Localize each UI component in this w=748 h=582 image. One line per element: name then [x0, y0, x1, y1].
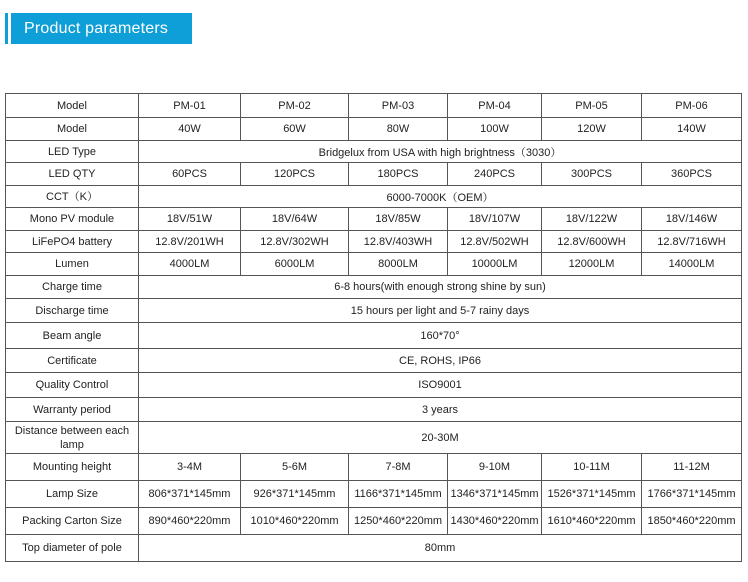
row-value-pm-01: 40W [139, 118, 241, 141]
row-value-pm-03: 180PCS [349, 163, 448, 186]
row-value-pm-05: 1526*371*145mm [542, 481, 642, 508]
row-value-pm-06: 14000LM [642, 253, 742, 276]
row-value-merged: 6-8 hours(with enough strong shine by sun) [139, 276, 742, 299]
row-label: Beam angle [6, 323, 139, 349]
row-value-pm-01: 806*371*145mm [139, 481, 241, 508]
row-label: LED QTY [6, 163, 139, 186]
section-title: Product parameters [11, 13, 192, 44]
row-label: Mono PV module [6, 208, 139, 231]
row-value-pm-03: 8000LM [349, 253, 448, 276]
row-value-merged: 20-30M [139, 422, 742, 454]
row-value-merged: 15 hours per light and 5-7 rainy days [139, 299, 742, 323]
table-row [6, 299, 742, 323]
row-label: Packing Carton Size [6, 508, 139, 535]
row-value-pm-01: PM-01 [139, 94, 241, 118]
row-label: Warranty period [6, 398, 139, 422]
row-value-pm-02: 60W [241, 118, 349, 141]
table-row [6, 163, 742, 186]
table-row [6, 398, 742, 422]
table-row [6, 508, 742, 535]
table-row [6, 141, 742, 163]
row-value-pm-05: 12000LM [542, 253, 642, 276]
table-row [6, 253, 742, 276]
row-value-pm-02: 5-6M [241, 454, 349, 481]
row-value-pm-02: 926*371*145mm [241, 481, 349, 508]
row-label: Model [6, 118, 139, 141]
row-value-pm-06: 1850*460*220mm [642, 508, 742, 535]
row-value-pm-02: 18V/64W [241, 208, 349, 231]
table-row [6, 535, 742, 562]
row-value-pm-02: 12.8V/302WH [241, 231, 349, 253]
row-label: LED Type [6, 141, 139, 163]
row-value-pm-03: PM-03 [349, 94, 448, 118]
row-value-pm-02: 120PCS [241, 163, 349, 186]
row-value-pm-05: 10-11M [542, 454, 642, 481]
row-value-pm-04: 12.8V/502WH [448, 231, 542, 253]
row-label: LiFePO4 battery [6, 231, 139, 253]
row-label: Distance between each lamp [6, 422, 139, 454]
table-row [6, 349, 742, 373]
table-row [6, 118, 742, 141]
table-row [6, 422, 742, 454]
table-row [6, 231, 742, 253]
row-value-pm-04: 1430*460*220mm [448, 508, 542, 535]
row-value-pm-03: 1166*371*145mm [349, 481, 448, 508]
table-row [6, 94, 742, 118]
row-value-pm-01: 3-4M [139, 454, 241, 481]
row-value-pm-05: 120W [542, 118, 642, 141]
row-value-pm-05: PM-05 [542, 94, 642, 118]
row-value-merged: 6000-7000K（OEM） [139, 186, 742, 208]
row-value-pm-04: 240PCS [448, 163, 542, 186]
row-value-pm-04: 10000LM [448, 253, 542, 276]
row-value-pm-06: 18V/146W [642, 208, 742, 231]
table-row [6, 186, 742, 208]
row-value-merged: Bridgelux from USA with high brightness（3030） [139, 141, 742, 163]
header-accent-bar [5, 13, 8, 44]
table-row [6, 276, 742, 299]
row-label: Lumen [6, 253, 139, 276]
row-value-pm-02: 1010*460*220mm [241, 508, 349, 535]
row-value-pm-06: 1766*371*145mm [642, 481, 742, 508]
product-parameters-table [5, 93, 742, 562]
row-value-pm-03: 7-8M [349, 454, 448, 481]
row-value-pm-01: 890*460*220mm [139, 508, 241, 535]
row-label: Quality Control [6, 373, 139, 398]
row-label: Discharge time [6, 299, 139, 323]
row-value-pm-01: 60PCS [139, 163, 241, 186]
table-row [6, 481, 742, 508]
table-row [6, 323, 742, 349]
row-value-pm-05: 12.8V/600WH [542, 231, 642, 253]
row-value-merged: CE, ROHS, IP66 [139, 349, 742, 373]
row-value-pm-04: 1346*371*145mm [448, 481, 542, 508]
row-value-merged: 160*70° [139, 323, 742, 349]
row-value-pm-03: 1250*460*220mm [349, 508, 448, 535]
row-value-merged: 3 years [139, 398, 742, 422]
row-value-pm-02: 6000LM [241, 253, 349, 276]
row-value-pm-03: 80W [349, 118, 448, 141]
row-value-pm-05: 1610*460*220mm [542, 508, 642, 535]
row-value-pm-06: 12.8V/716WH [642, 231, 742, 253]
row-label: CCT（K） [6, 186, 139, 208]
row-value-pm-03: 12.8V/403WH [349, 231, 448, 253]
row-value-pm-02: PM-02 [241, 94, 349, 118]
row-value-pm-04: 100W [448, 118, 542, 141]
row-value-merged: ISO9001 [139, 373, 742, 398]
row-value-pm-05: 300PCS [542, 163, 642, 186]
table-row [6, 454, 742, 481]
row-value-pm-05: 18V/122W [542, 208, 642, 231]
row-value-pm-04: 18V/107W [448, 208, 542, 231]
row-label: Certificate [6, 349, 139, 373]
row-value-pm-04: PM-04 [448, 94, 542, 118]
row-value-pm-06: 11-12M [642, 454, 742, 481]
row-value-pm-01: 18V/51W [139, 208, 241, 231]
row-value-pm-06: 140W [642, 118, 742, 141]
row-value-pm-01: 12.8V/201WH [139, 231, 241, 253]
row-label: Charge time [6, 276, 139, 299]
row-value-pm-06: 360PCS [642, 163, 742, 186]
row-label: Mounting height [6, 454, 139, 481]
row-label: Model [6, 94, 139, 118]
row-value-pm-03: 18V/85W [349, 208, 448, 231]
row-value-merged: 80mm [139, 535, 742, 562]
row-value-pm-04: 9-10M [448, 454, 542, 481]
table-row [6, 208, 742, 231]
row-label: Lamp Size [6, 481, 139, 508]
table-row [6, 373, 742, 398]
section-header [5, 13, 192, 44]
row-label: Top diameter of pole [6, 535, 139, 562]
table-body [6, 94, 742, 562]
row-value-pm-01: 4000LM [139, 253, 241, 276]
row-value-pm-06: PM-06 [642, 94, 742, 118]
